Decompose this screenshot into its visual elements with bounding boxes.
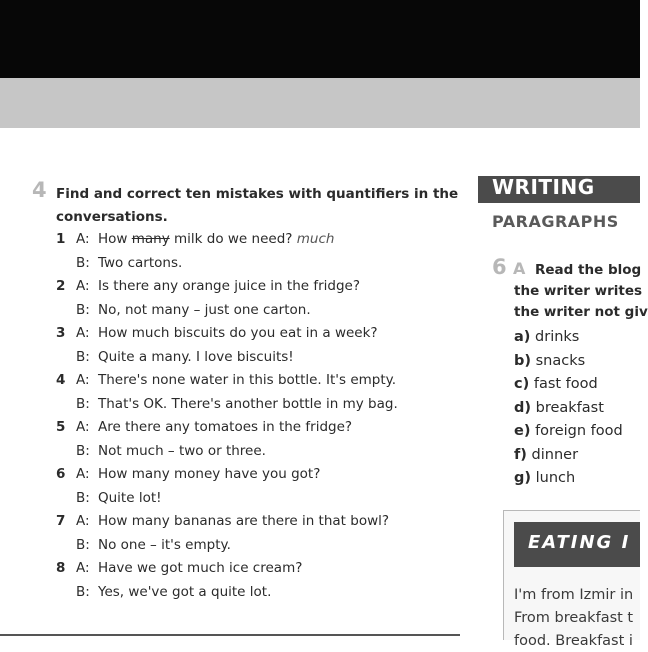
speaker-a-text: How many bananas are there in that bowl? — [98, 513, 390, 529]
option-letter: d) — [514, 399, 532, 416]
speaker-b-label: B: — [76, 254, 90, 271]
exercise-6-line-3: the writer not giv — [514, 304, 648, 320]
speaker-a-label: A: — [76, 231, 90, 247]
conversation-line-b — [56, 252, 456, 276]
blog-line-3: food. Breakfast i — [514, 633, 633, 649]
option-text: dinner — [531, 446, 579, 463]
blog-line-1: I'm from Izmir in — [514, 587, 634, 603]
option-text: lunch — [535, 470, 576, 486]
conversation-line-b — [56, 487, 456, 511]
top-black-band — [0, 0, 640, 78]
grey-header-band — [0, 78, 640, 128]
conversation-line-a — [56, 369, 456, 393]
exercise-4-instruction — [56, 183, 458, 229]
option-letter: b) — [514, 352, 532, 369]
blog-line-2: From breakfast t — [514, 610, 634, 626]
speaker-b-text: No, not many – just one carton. — [98, 301, 311, 318]
conversation-line-a — [56, 463, 456, 487]
option-text: breakfast — [535, 399, 604, 416]
speaker-a-label: A: — [76, 278, 90, 294]
speaker-b-text: Quite a many. I love biscuits! — [98, 348, 294, 365]
exercise-6-line-2: the writer writes — [514, 283, 643, 299]
option-letter: e) — [514, 423, 531, 439]
conversation-line-a — [56, 275, 456, 299]
speaker-a-label: A: — [76, 560, 90, 576]
speaker-a-text: How much biscuits do you eat in a week? — [98, 325, 378, 341]
instruction-line-1: Find and correct ten mistakes with quantifiers in the — [56, 186, 459, 202]
speaker-a-label: A: — [76, 325, 90, 341]
option-text: drinks — [535, 329, 580, 345]
option-letter: g) — [514, 470, 532, 486]
item-number: 3 — [56, 325, 66, 341]
speaker-b-label: B: — [76, 348, 90, 365]
speaker-b-text: Two cartons. — [98, 254, 183, 271]
speaker-a-text: How many milk do we need? much — [98, 231, 335, 247]
option-text: snacks — [535, 352, 586, 369]
item-number: 7 — [56, 513, 66, 529]
speaker-a-label: A: — [76, 513, 90, 529]
speaker-b-text: Not much – two or three. — [98, 442, 266, 459]
topic-option — [514, 444, 623, 468]
exercise-6-part-letter: A — [513, 259, 526, 278]
conversation-line-b — [56, 440, 456, 464]
speaker-a-label: A: — [76, 419, 90, 435]
item-number: 4 — [56, 372, 66, 388]
speaker-a-text: There's none water in this bottle. It's empty. — [98, 372, 396, 388]
exercise-6-line-1: Read the blog — [535, 262, 642, 278]
speaker-b-label: B: — [76, 583, 90, 600]
speaker-b-text: Yes, we've got a quite lot. — [98, 583, 272, 600]
topic-option — [514, 326, 623, 350]
blog-title: EATING I — [528, 532, 631, 553]
item-number: 2 — [56, 278, 66, 294]
topic-option — [514, 420, 623, 444]
conversation-line-b — [56, 393, 456, 417]
item-number: 8 — [56, 560, 66, 576]
speaker-b-label: B: — [76, 301, 90, 318]
writing-title: WRITING — [492, 175, 595, 199]
conversation-list — [56, 228, 456, 604]
conversation-line-b — [56, 534, 456, 558]
item-number: 6 — [56, 466, 66, 482]
speaker-a-text: Have we got much ice cream? — [98, 560, 303, 576]
speaker-b-text: Quite lot! — [98, 489, 162, 506]
conversation-line-b — [56, 299, 456, 323]
conversation-line-b — [56, 581, 456, 605]
option-letter: a) — [514, 329, 531, 345]
conversation-line-a — [56, 416, 456, 440]
option-letter: f) — [514, 446, 527, 463]
topic-option — [514, 350, 623, 374]
speaker-b-label: B: — [76, 395, 90, 412]
topic-option — [514, 397, 623, 421]
conversation-line-b — [56, 346, 456, 370]
handwritten-correction: much — [296, 231, 335, 247]
speaker-b-text: No one – it's empty. — [98, 536, 231, 553]
conversation-line-a — [56, 557, 456, 581]
topic-options-list — [514, 326, 623, 491]
speaker-b-label: B: — [76, 442, 90, 459]
option-text: fast food — [533, 376, 598, 392]
exercise-6-number: 6 — [492, 255, 507, 279]
exercise-4-number: 4 — [32, 178, 47, 202]
speaker-a-text: How many money have you got? — [98, 466, 321, 482]
bottom-divider — [0, 634, 460, 636]
speaker-a-label: A: — [76, 372, 90, 388]
instruction-line-2: conversations. — [56, 209, 168, 225]
item-number: 5 — [56, 419, 66, 435]
paragraphs-subtitle: PARAGRAPHS — [492, 212, 619, 231]
conversation-line-a — [56, 228, 456, 252]
conversation-line-a — [56, 322, 456, 346]
speaker-a-text: Is there any orange juice in the fridge? — [98, 278, 361, 294]
option-text: foreign food — [535, 423, 623, 439]
topic-option — [514, 373, 623, 397]
speaker-b-label: B: — [76, 489, 90, 506]
speaker-a-label: A: — [76, 466, 90, 482]
conversation-line-a — [56, 510, 456, 534]
speaker-b-text: That's OK. There's another bottle in my bag. — [98, 395, 398, 412]
speaker-b-label: B: — [76, 536, 90, 553]
crossed-out-word: many — [131, 231, 170, 247]
topic-option — [514, 467, 623, 491]
speaker-a-text: Are there any tomatoes in the fridge? — [98, 419, 353, 435]
option-letter: c) — [514, 376, 530, 392]
item-number: 1 — [56, 231, 66, 247]
